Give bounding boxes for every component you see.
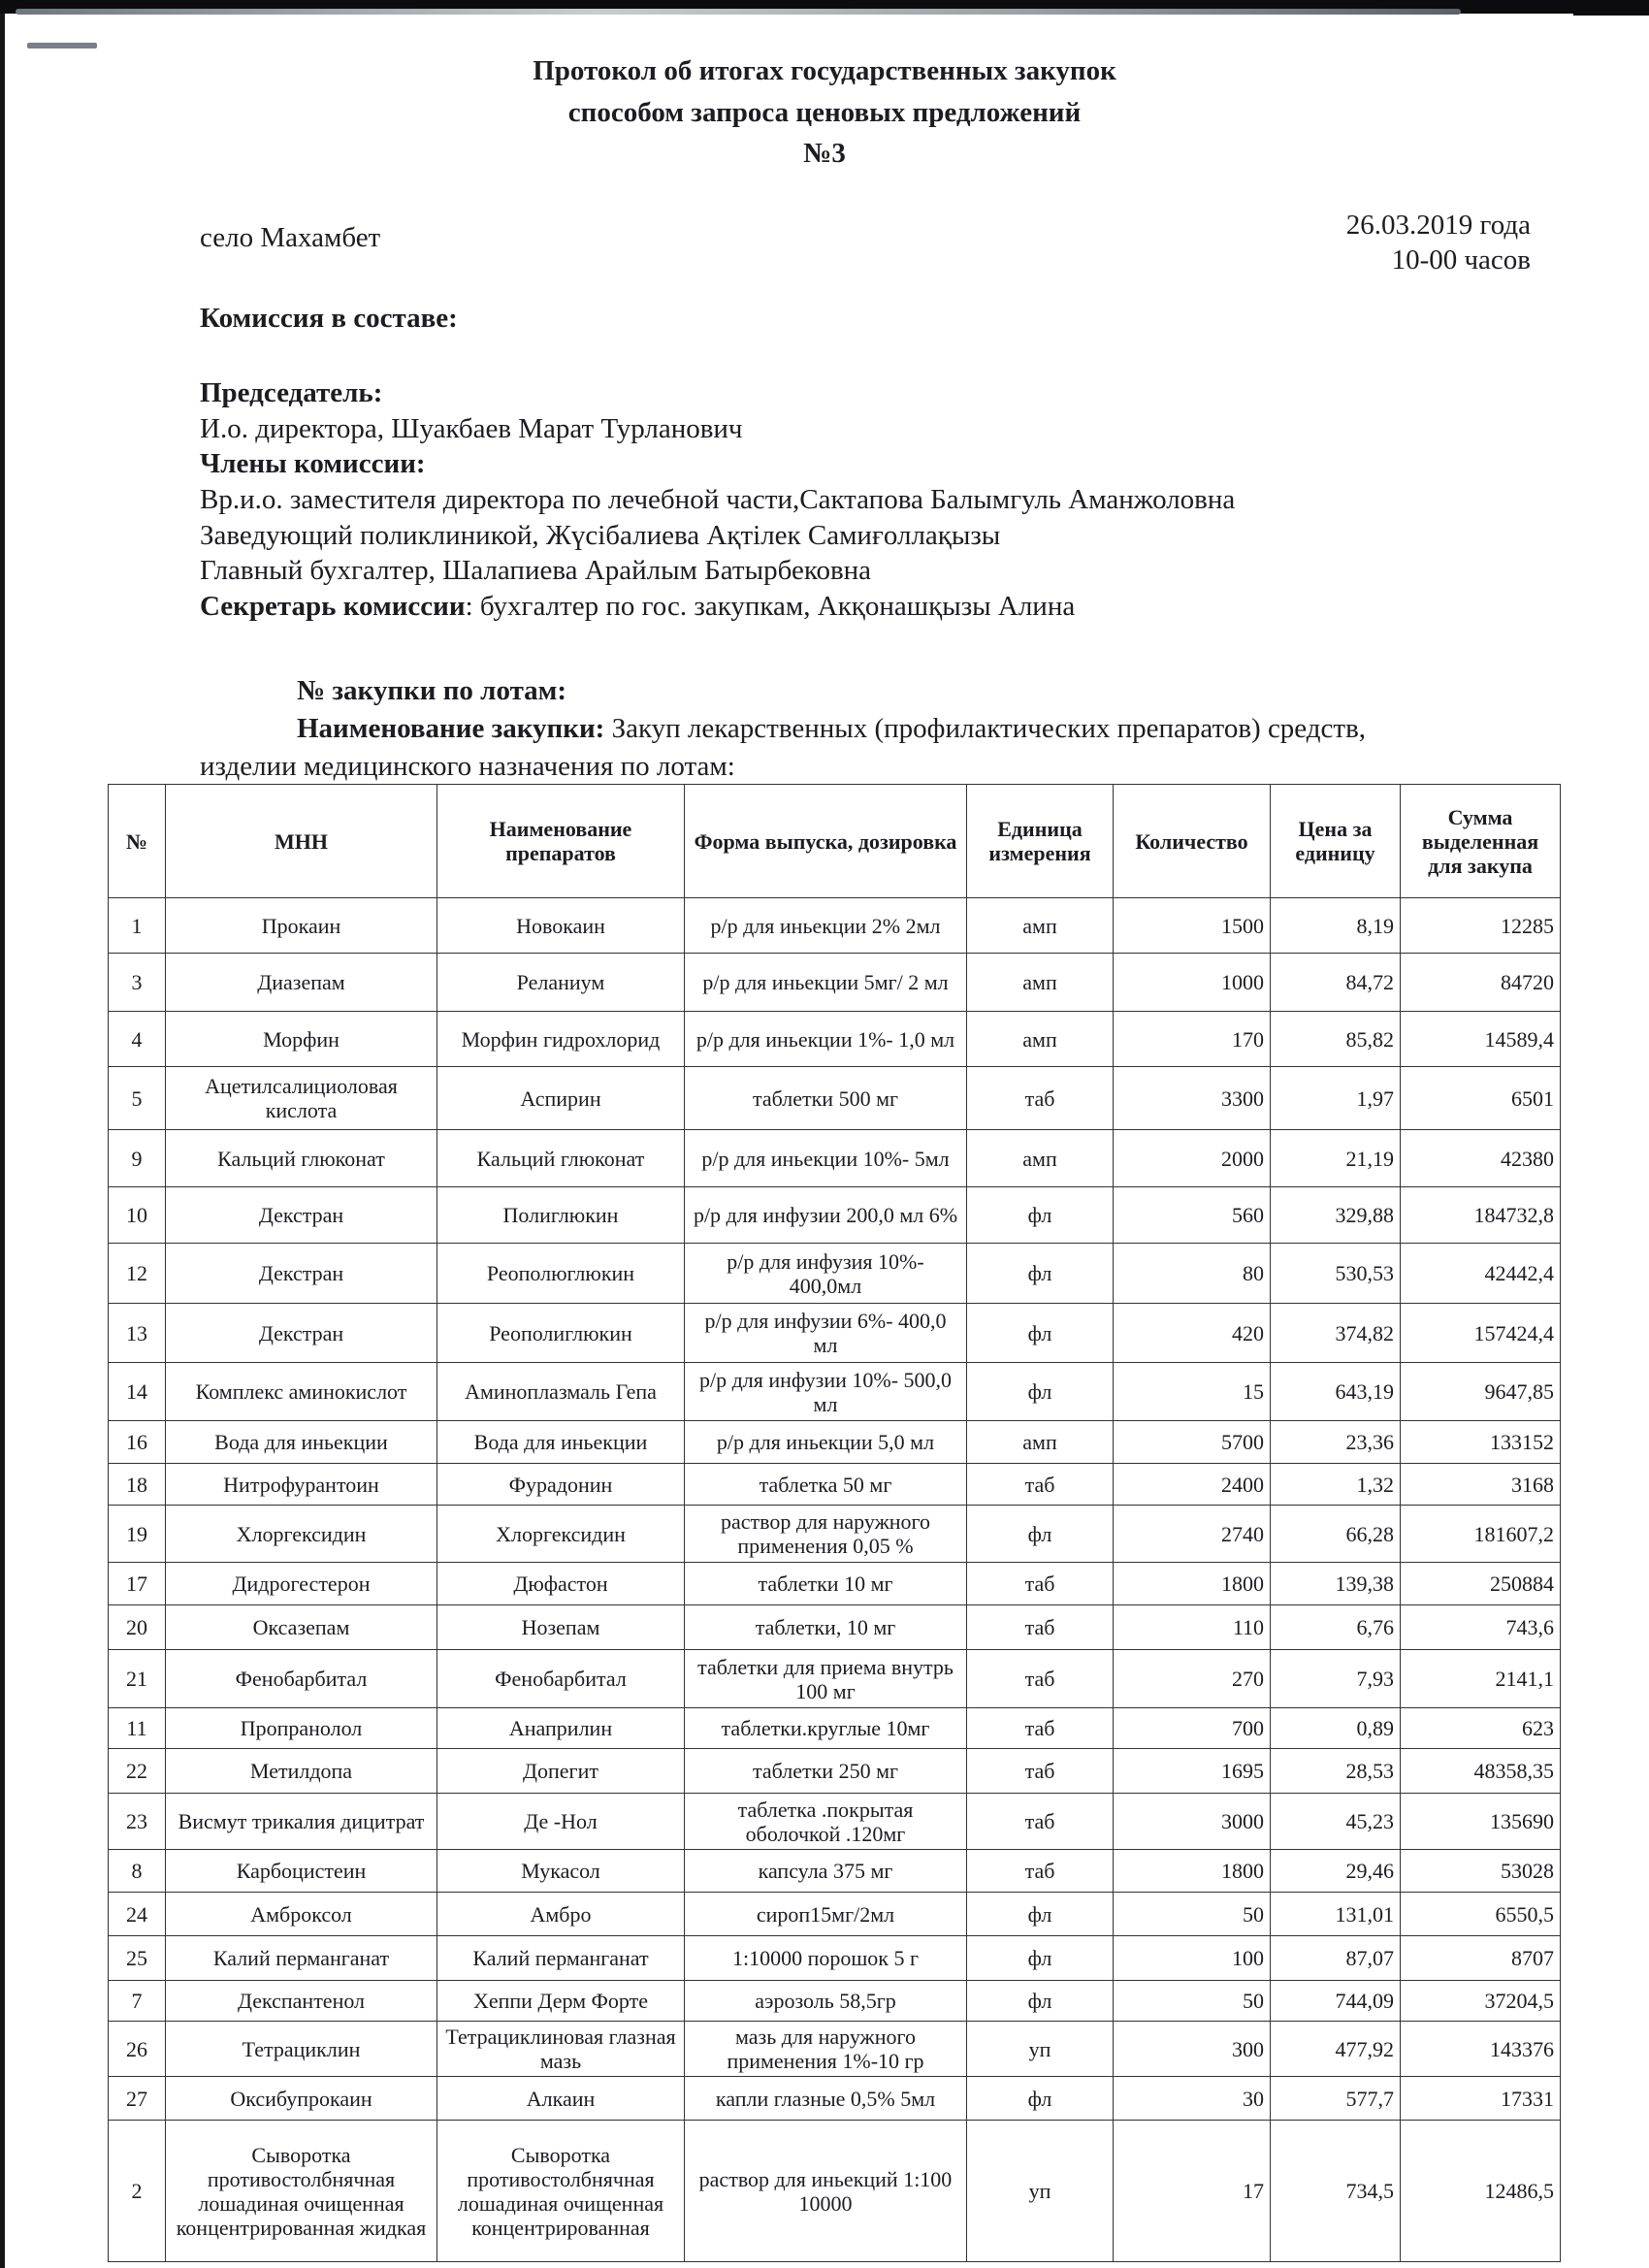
table-row [109,1506,1561,1563]
cell-inn: Прокаин [166,898,437,954]
table-row [109,954,1561,1012]
cell-lot-number: 27 [109,2077,166,2121]
cell-quantity: 1695 [1114,1749,1271,1794]
cell-unit-price: 85,82 [1271,1012,1401,1067]
cell-unit: фл [967,1936,1114,1981]
chair-label: Председатель: [200,377,383,408]
scan-border-highlight [16,9,1461,15]
cell-allocated-sum: 143376 [1401,2022,1561,2077]
col-header-number: № [109,785,166,898]
cell-drug-name: Де -Нол [437,1794,685,1850]
cell-inn: Декстран [166,1187,437,1244]
cell-dosage-form: аэрозоль 58,5гр [685,1981,967,2022]
cell-unit-price: 477,92 [1271,2022,1401,2077]
cell-quantity: 15 [1114,1363,1271,1421]
cell-unit-price: 84,72 [1271,954,1401,1012]
cell-quantity: 420 [1114,1304,1271,1363]
cell-inn: Фенобарбитал [166,1650,437,1708]
cell-drug-name: Допегит [437,1749,685,1794]
cell-drug-name: Морфин гидрохлорид [437,1012,685,1067]
cell-lot-number: 19 [109,1506,166,1563]
cell-unit-price: 23,36 [1271,1421,1401,1464]
cell-lot-number: 5 [109,1067,166,1130]
cell-lot-number: 1 [109,898,166,954]
cell-unit: фл [967,1187,1114,1244]
cell-quantity: 100 [1114,1936,1271,1981]
cell-unit-price: 0,89 [1271,1708,1401,1749]
cell-quantity: 110 [1114,1605,1271,1650]
cell-drug-name: Дюфастон [437,1563,685,1605]
cell-dosage-form: мазь для наружного применения 1%-10 гр [685,2022,967,2077]
cell-quantity: 560 [1114,1187,1271,1244]
cell-drug-name: Реланиум [437,954,685,1012]
cell-allocated-sum: 48358,35 [1401,1749,1561,1794]
cell-unit-price: 1,32 [1271,1464,1401,1506]
cell-drug-name: Реополюглюкин [437,1244,685,1304]
cell-quantity: 1000 [1114,954,1271,1012]
staple-mark [27,43,97,49]
cell-quantity: 1800 [1114,1850,1271,1893]
cell-unit-price: 1,97 [1271,1067,1401,1130]
table-row [109,2077,1561,2121]
purchase-name-cont: изделии медицинского назначения по лотам: [200,751,735,782]
scan-border-left [0,0,5,2268]
cell-allocated-sum: 743,6 [1401,1605,1561,1650]
cell-allocated-sum: 42380 [1401,1130,1561,1187]
cell-drug-name: Реополиглюкин [437,1304,685,1363]
cell-lot-number: 13 [109,1304,166,1363]
cell-quantity: 270 [1114,1650,1271,1708]
cell-quantity: 2400 [1114,1464,1271,1506]
place: село Махамбет [200,222,381,253]
cell-quantity: 2740 [1114,1506,1271,1563]
table-row [109,1650,1561,1708]
table-row [109,1244,1561,1304]
cell-lot-number: 20 [109,1605,166,1650]
secretary-line [200,589,1075,624]
table-row [109,1850,1561,1893]
table-body [109,898,1561,2262]
title-line-2: способом запроса ценовых предложений [567,97,1082,128]
cell-unit: амп [967,1421,1114,1464]
col-header-inn: МНН [166,785,437,898]
cell-lot-number: 14 [109,1363,166,1421]
cell-unit: таб [967,1067,1114,1130]
cell-drug-name: Мукасол [437,1850,685,1893]
commission-heading: Комиссия в составе: [200,303,458,334]
cell-unit: таб [967,1563,1114,1605]
cell-inn: Оксазепам [166,1605,437,1650]
cell-unit: фл [967,1244,1114,1304]
cell-allocated-sum: 181607,2 [1401,1506,1561,1563]
table-row [109,1130,1561,1187]
cell-quantity: 2000 [1114,1130,1271,1187]
cell-dosage-form: р/р для иньекции 1%- 1,0 мл [685,1012,967,1067]
cell-unit-price: 530,53 [1271,1244,1401,1304]
cell-dosage-form: р/р для инфузия 10%- 400,0мл [685,1244,967,1304]
table-row [109,2121,1561,2262]
cell-drug-name: Нозепам [437,1605,685,1650]
cell-unit: таб [967,1650,1114,1708]
cell-inn: Оксибупрокаин [166,2077,437,2121]
cell-unit-price: 29,46 [1271,1850,1401,1893]
lots-table [108,784,1561,2262]
cell-inn: Декспантенол [166,1981,437,2022]
cell-allocated-sum: 12486,5 [1401,2121,1561,2262]
cell-quantity: 3300 [1114,1067,1271,1130]
cell-unit-price: 577,7 [1271,2077,1401,2121]
cell-allocated-sum: 135690 [1401,1794,1561,1850]
cell-unit: уп [967,2121,1114,2262]
cell-drug-name: Фенобарбитал [437,1650,685,1708]
cell-unit-price: 643,19 [1271,1363,1401,1421]
cell-drug-name: Фурадонин [437,1464,685,1506]
cell-dosage-form: таблетки 250 мг [685,1749,967,1794]
cell-lot-number: 11 [109,1708,166,1749]
cell-allocated-sum: 9647,85 [1401,1363,1561,1421]
cell-unit-price: 139,38 [1271,1563,1401,1605]
cell-drug-name: Алкаин [437,2077,685,2121]
cell-inn: Ацетилсалициоловая кислота [166,1067,437,1130]
table-row [109,1067,1561,1130]
cell-unit-price: 734,5 [1271,2121,1401,2262]
cell-unit-price: 744,09 [1271,1981,1401,2022]
cell-dosage-form: таблетка 50 мг [685,1464,967,1506]
cell-lot-number: 12 [109,1244,166,1304]
col-header-name: Наименование препаратов [437,785,685,898]
cell-inn: Декстран [166,1244,437,1304]
cell-quantity: 5700 [1114,1421,1271,1464]
col-header-qty: Количество [1114,785,1271,898]
cell-unit-price: 6,76 [1271,1605,1401,1650]
cell-lot-number: 24 [109,1893,166,1936]
secretary-name: : бухгалтер по гос. закупкам, Акқонашқызы Алина [465,591,1076,622]
cell-drug-name: Вода для иньекции [437,1421,685,1464]
cell-allocated-sum: 157424,4 [1401,1304,1561,1363]
secretary-label: Секретарь комиссии [200,591,466,622]
cell-drug-name: Хеппи Дерм Форте [437,1981,685,2022]
cell-inn: Калий перманганат [166,1936,437,1981]
cell-lot-number: 25 [109,1936,166,1981]
cell-lot-number: 3 [109,954,166,1012]
cell-drug-name: Калий перманганат [437,1936,685,1981]
cell-unit-price: 28,53 [1271,1749,1401,1794]
cell-inn: Вода для иньекции [166,1421,437,1464]
cell-allocated-sum: 6501 [1401,1067,1561,1130]
cell-unit-price: 329,88 [1271,1187,1401,1244]
table-row [109,1794,1561,1850]
cell-unit-price: 87,07 [1271,1936,1401,1981]
cell-dosage-form: раствор для иньекций 1:100 10000 [685,2121,967,2262]
cell-dosage-form: таблетки 10 мг [685,1563,967,1605]
cell-unit-price: 374,82 [1271,1304,1401,1363]
cell-allocated-sum: 84720 [1401,954,1561,1012]
cell-allocated-sum: 623 [1401,1708,1561,1749]
table-row [109,1363,1561,1421]
cell-inn: Карбоцистеин [166,1850,437,1893]
time: 10-00 часов [1391,244,1531,275]
cell-allocated-sum: 37204,5 [1401,1981,1561,2022]
cell-dosage-form: р/р для иньекции 5мг/ 2 мл [685,954,967,1012]
cell-unit: амп [967,954,1114,1012]
table-row [109,1563,1561,1605]
cell-lot-number: 22 [109,1749,166,1794]
cell-lot-number: 7 [109,1981,166,2022]
cell-dosage-form: р/р для иньекции 2% 2мл [685,898,967,954]
member-2: Заведующий поликлиникой, Жүсібалиева Ақтілек Самиғоллақызы [200,520,1001,551]
cell-allocated-sum: 3168 [1401,1464,1561,1506]
members-label: Члены комиссии: [200,448,426,479]
cell-unit: таб [967,1749,1114,1794]
cell-dosage-form: таблетки, 10 мг [685,1605,967,1650]
col-header-sum: Сумма выделенная для закупа [1401,785,1561,898]
cell-quantity: 80 [1114,1244,1271,1304]
cell-unit: фл [967,2077,1114,2121]
cell-unit: фл [967,1506,1114,1563]
cell-unit: амп [967,1012,1114,1067]
cell-unit: таб [967,1850,1114,1893]
cell-allocated-sum: 2141,1 [1401,1650,1561,1708]
cell-allocated-sum: 12285 [1401,898,1561,954]
cell-drug-name: Амбро [437,1893,685,1936]
cell-unit-price: 7,93 [1271,1650,1401,1708]
table-row [109,898,1561,954]
cell-drug-name: Кальций глюконат [437,1130,685,1187]
member-3: Главный бухгалтер, Шалапиева Арайлым Батырбековна [200,555,872,586]
cell-inn: Дидрогестерон [166,1563,437,1605]
table-row [109,1464,1561,1506]
table-row [109,1187,1561,1244]
cell-lot-number: 10 [109,1187,166,1244]
purchase-name-text: Закуп лекарственных (профилактических препаратов) средств, [604,713,1367,744]
cell-dosage-form: таблетки для приема внутрь 100 мг [685,1650,967,1708]
cell-inn: Амброксол [166,1893,437,1936]
cell-drug-name: Тетрациклиновая глазная мазь [437,2022,685,2077]
cell-allocated-sum: 53028 [1401,1850,1561,1893]
table-row [109,2022,1561,2077]
cell-unit: амп [967,1130,1114,1187]
cell-lot-number: 18 [109,1464,166,1506]
cell-inn: Декстран [166,1304,437,1363]
table-header-row [109,785,1561,898]
cell-unit: фл [967,1893,1114,1936]
cell-inn: Метилдопа [166,1749,437,1794]
table-row [109,1012,1561,1067]
table-row [109,1421,1561,1464]
cell-unit: фл [967,1304,1114,1363]
cell-dosage-form: р/р для инфузии 10%- 500,0 мл [685,1363,967,1421]
purchase-name-label: Наименование закупки: [297,713,605,744]
table-row [109,1981,1561,2022]
lots-label: № закупки по лотам: [297,675,567,706]
member-1: Вр.и.о. заместителя директора по лечебной части,Сактапова Балымгуль Аманжоловна [200,484,1236,515]
cell-drug-name: Новокаин [437,898,685,954]
cell-dosage-form: р/р для инфузии 200,0 мл 6% [685,1187,967,1244]
cell-unit: таб [967,1464,1114,1506]
cell-lot-number: 21 [109,1650,166,1708]
cell-quantity: 700 [1114,1708,1271,1749]
cell-drug-name: Полиглюкин [437,1187,685,1244]
cell-unit-price: 131,01 [1271,1893,1401,1936]
cell-dosage-form: таблетка .покрытая оболочкой .120мг [685,1794,967,1850]
cell-inn: Морфин [166,1012,437,1067]
protocol-number: №3 [803,138,846,169]
cell-lot-number: 9 [109,1130,166,1187]
cell-quantity: 170 [1114,1012,1271,1067]
table-row [109,1304,1561,1363]
col-header-unit: Единица измерения [967,785,1114,898]
cell-allocated-sum: 133152 [1401,1421,1561,1464]
cell-unit: уп [967,2022,1114,2077]
cell-allocated-sum: 250884 [1401,1563,1561,1605]
cell-dosage-form: 1:10000 порошок 5 г [685,1936,967,1981]
cell-quantity: 1800 [1114,1563,1271,1605]
cell-quantity: 17 [1114,2121,1271,2262]
cell-inn: Комплекс аминокислот [166,1363,437,1421]
title-line-1: Протокол об итогах государственных закупок [533,55,1116,86]
cell-quantity: 30 [1114,2077,1271,2121]
cell-drug-name: Аминоплазмаль Гепа [437,1363,685,1421]
cell-inn: Тетрациклин [166,2022,437,2077]
cell-unit-price: 21,19 [1271,1130,1401,1187]
cell-inn: Пропранолол [166,1708,437,1749]
table-row [109,1605,1561,1650]
cell-quantity: 3000 [1114,1794,1271,1850]
cell-unit: амп [967,898,1114,954]
cell-allocated-sum: 8707 [1401,1936,1561,1981]
table-row [109,1893,1561,1936]
cell-dosage-form: р/р для инфузии 6%- 400,0 мл [685,1304,967,1363]
cell-drug-name: Сыворотка противостолбнячная лошадиная очищенная концентрированная [437,2121,685,2262]
cell-quantity: 300 [1114,2022,1271,2077]
cell-allocated-sum: 42442,4 [1401,1244,1561,1304]
cell-dosage-form: таблетки 500 мг [685,1067,967,1130]
table-row [109,1708,1561,1749]
purchase-name-line [297,711,1534,746]
cell-unit: фл [967,1363,1114,1421]
cell-inn: Кальций глюконат [166,1130,437,1187]
cell-allocated-sum: 14589,4 [1401,1012,1561,1067]
cell-allocated-sum: 6550,5 [1401,1893,1561,1936]
cell-lot-number: 17 [109,1563,166,1605]
table-row [109,1749,1561,1794]
cell-inn: Нитрофурантоин [166,1464,437,1506]
cell-inn: Сыворотка противостолбнячная лошадиная очищенная концентрированная жидкая [166,2121,437,2262]
cell-unit: таб [967,1605,1114,1650]
cell-drug-name: Анаприлин [437,1708,685,1749]
cell-dosage-form: капли глазные 0,5% 5мл [685,2077,967,2121]
cell-lot-number: 26 [109,2022,166,2077]
cell-dosage-form: р/р для иньекции 10%- 5мл [685,1130,967,1187]
cell-lot-number: 8 [109,1850,166,1893]
col-header-price: Цена за единицу [1271,785,1401,898]
cell-quantity: 50 [1114,1893,1271,1936]
cell-unit-price: 66,28 [1271,1506,1401,1563]
cell-drug-name: Хлоргексидин [437,1506,685,1563]
col-header-form: Форма выпуска, дозировка [685,785,967,898]
cell-dosage-form: капсула 375 мг [685,1850,967,1893]
cell-dosage-form: раствор для наружного применения 0,05 % [685,1506,967,1563]
scan-border-corner [1573,0,1649,16]
table-row [109,1936,1561,1981]
cell-lot-number: 16 [109,1421,166,1464]
cell-inn: Висмут трикалия дицитрат [166,1794,437,1850]
cell-unit: фл [967,1981,1114,2022]
cell-allocated-sum: 17331 [1401,2077,1561,2121]
chair-name: И.о. директора, Шуакбаев Марат Турланович [200,413,743,444]
cell-quantity: 1500 [1114,898,1271,954]
cell-lot-number: 23 [109,1794,166,1850]
cell-lot-number: 4 [109,1012,166,1067]
cell-quantity: 50 [1114,1981,1271,2022]
cell-lot-number: 2 [109,2121,166,2262]
cell-unit-price: 45,23 [1271,1794,1401,1850]
cell-dosage-form: таблетки.круглые 10мг [685,1708,967,1749]
date: 26.03.2019 года [1345,210,1531,241]
cell-inn: Диазепам [166,954,437,1012]
cell-dosage-form: сироп15мг/2мл [685,1893,967,1936]
cell-unit: таб [967,1794,1114,1850]
cell-drug-name: Аспирин [437,1067,685,1130]
cell-allocated-sum: 184732,8 [1401,1187,1561,1244]
cell-dosage-form: р/р для иньекции 5,0 мл [685,1421,967,1464]
cell-unit-price: 8,19 [1271,898,1401,954]
cell-inn: Хлоргексидин [166,1506,437,1563]
cell-unit: таб [967,1708,1114,1749]
